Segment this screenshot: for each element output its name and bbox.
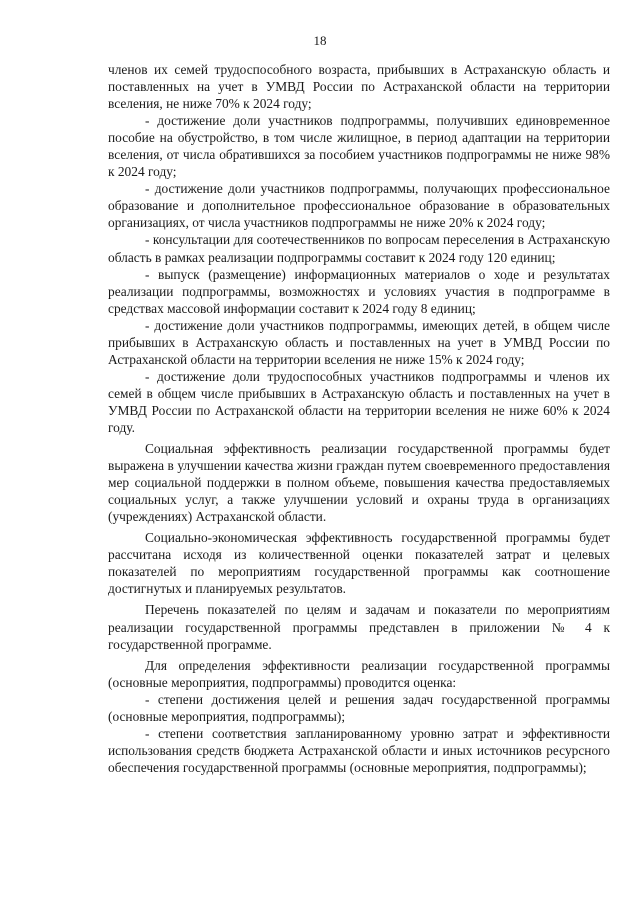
document-body (108, 61, 610, 776)
list-item-participants-with-children: - достижение доли участников подпрограммы, имеющих детей, в общем числе прибывших в Астраханскую область и поставленных на учет в УМВД России по Астраханской области на территории вселения не ниже 15% к 2024 году; (108, 317, 610, 367)
paragraph-evaluation-intro: Для определения эффективности реализации государственной программы (основные мероприятия, подпрограммы) проводится оценка: (108, 657, 610, 690)
list-item-allowance-share: - достижение доли участников подпрограммы, получивших единовременное пособие на обустройство, в том числе жилищное, в период адаптации на территории вселения, от числа обратившихся за пособием участников подпрограммы не ниже 98% к 2024 году; (108, 113, 610, 180)
list-item-education-share: - достижение доли участников подпрограммы, получающих профессиональное образование и дополнительное профессиональное образование в образовательных организациях, от числа участников подпрограммы не ниже 20% к 2024 году; (108, 181, 610, 231)
page-number: 18 (313, 33, 327, 48)
list-item-media-materials: - выпуск (размещение) информационных материалов о ходе и результатах реализации подпрограммы, возможностях и условиях участия в подпрограмме в средствах массовой информации составит к 2024 году 8 единиц; (108, 266, 610, 316)
paragraph-indicators-list: Перечень показателей по целям и задачам и показатели по мероприятиям реализации государственной программы представлен в приложении № 4 к государственной программе. (108, 602, 610, 652)
list-item-consultations: - консультации для соотечественников по вопросам переселения в Астраханскую область в рамках реализации подпрограммы составит к 2024 году 120 единиц; (108, 232, 610, 265)
list-item-able-bodied-share: - достижение доли трудоспособных участников подпрограммы и членов их семей в общем числе прибывших в Астраханскую область и поставленных на учет в УМВД России по Астраханской области на территории вселения не ниже 60% к 2024 году. (108, 368, 610, 435)
paragraph-continuation: членов их семей трудоспособного возраста, прибывших в Астраханскую область и поставленных на учет в УМВД России по Астраханской области на территории вселения, не ниже 70% к 2024 году; (108, 62, 610, 112)
paragraph-socio-economic-efficiency: Социально-экономическая эффективность государственной программы будет рассчитана исходя из количественной оценки показателей затрат и целевых показателей по мероприятиям государственной программы как соотношение достигнутых и планируемых результатов. (108, 530, 610, 597)
list-item-goals-achievement: - степени достижения целей и решения задач государственной программы (основные мероприятия, подпрограммы); (108, 691, 610, 724)
paragraph-social-efficiency: Социальная эффективность реализации государственной программы будет выражена в улучшении качества жизни граждан путем своевременного предоставления мер социальной поддержки в полном объеме, повышения качества предоставляемых социальных услуг, а также улучшении условий и охраны труда в организациях (учреждениях) Астраханской области. (108, 441, 610, 525)
list-item-cost-compliance: - степени соответствия запланированному уровню затрат и эффективности использования средств бюджета Астраханской области и иных источников ресурсного обеспечения государственной программы (основные мероприятия, подпрограммы); (108, 725, 610, 775)
